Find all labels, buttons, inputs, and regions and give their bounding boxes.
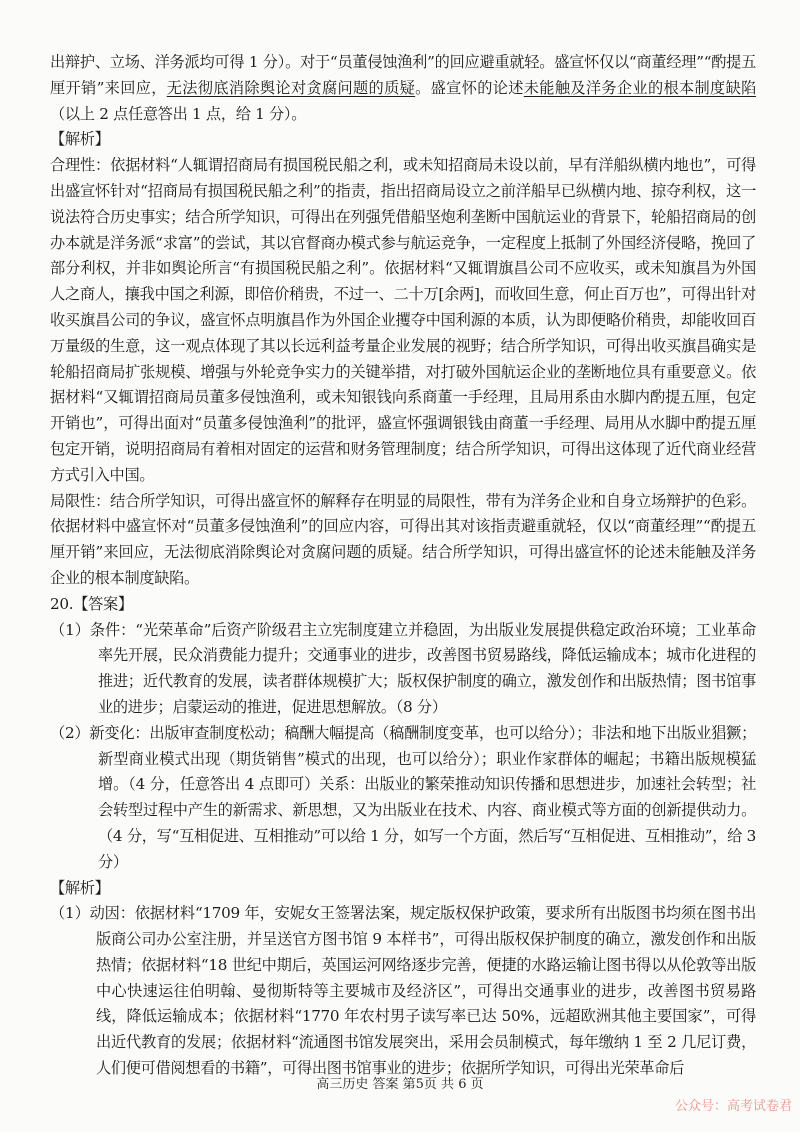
answer-item-1: （1）条件：“光荣革命”后资产阶级君主立宪制度建立并稳固，为出版业发展提供稳定政治环境；工业革命率先开展，民众消费能力提升；交通事业的进步，改善图书贸易路线，降低运输成本；城市化进程的推进；近代教育的发展，读者群体规模扩大；版权保护制度的确立，激发创作和出版热情；图书馆事业的进步；启蒙运动的推进，促进思想解放。（8 分） [50,620,756,716]
answer-item-2: （2）新变化：出版审查制度松动；稿酬大幅提高（稿酬制度变革，也可以给分）；非法和地下出版业猖獗；新型商业模式出现（期货销售”模式的出现，也可以给分）；职业作家群体的崛起；书籍出版规模猛增。（4 分，任意答出 4 点即可）关系：出版业的繁荣推动知识传播和思想进步，加速社会转型；社会转型过程中产生的新需求、新思想，又为出版业在技术、内容、商业模式等方面的创新提供动力。（4 分，写“互相促进、互相推动”可以给 1 分，如写一个方面，然后写“互相促进、互相推动”，给 3 分） [50,723,756,871]
section-heading-analysis-2: 【解析】 [50,878,110,897]
underlined-text: 无法彻底消除舆论对贪腐问题的质疑 [166,78,416,97]
analysis-limitation-paragraph: 局限性：结合所学知识，可得出盛宣怀的解释存在明显的局限性，带有为洋务企业和自身立场辩护的色彩。依据材料中盛宣怀对“员董多侵蚀渔利”的回应内容，可得出其对该指责避重就轻，仅以“商董经理”“酌提五厘开销”来回应，无法彻底消除舆论对贪腐问题的质疑。结合所学知识，可得出盛宣怀的论述未能触及洋务企业的根本制度缺陷。 [50,491,756,587]
answer-paragraph-continued [50,50,756,127]
page-footer: 高三历史 答案 第5页 共 6 页 [316,1077,484,1092]
question-20-answer-heading: 20.【答案】 [50,594,133,613]
underlined-text: 未能触及洋务企业的根本制度缺陷 [523,78,756,97]
watermark: 公众号：高考试卷君 [674,1099,792,1114]
analysis-rationality-paragraph: 合理性：依据材料“人辄谓招商局有损国税民船之利，或未知招商局未设以前，早有洋船纵横内地也”，可得出盛宣怀针对“招商局有损国税民船之利”的指责，指出招商局设立之前洋船早已纵横内地、掠夺利权，这一说法符合历史事实；结合所学知识，可得出在列强凭借船坚炮利垄断中国航运业的背景下，轮船招商局的创办本就是洋务派“求富”的尝试，其以官督商办模式参与航运竞争，一定程度上抵制了外国经济侵略，挽回了部分利权，并非如舆论所言“有损国税民船之利”。依据材料“又辄谓旗昌公司不应收买，或未知旗昌为外国人之商人，攘我中国之利源，即倍价稍贵，不过一、二十万[余两]，而收回生意，何止百万也”，可得出针对收买旗昌公司的争议，盛宣怀点明旗昌作为外国企业攫夺中国利源的本质，认为即便略价稍贵，却能收回百万量级的生意，这一观点体现了其以长远利益考量企业发展的视野；结合所学知识，可得出收买旗昌确实是轮船招商局扩张规模、增强与外轮竞争实力的关键举措，对打破外国航运企业的垄断地位具有重要意义。依据材料“又辄谓招商局员董多侵蚀渔利，或未知银钱向系商董一手经理，且局用系由水脚内酌提五厘，包定开销也”，可得出面对“员董多侵蚀渔利”的批评，盛宣怀强调银钱由商董一手经理、局用从水脚中酌提五厘包定开销，说明招商局有着相对固定的运营和财务管理制度；结合所学知识，可得出这体现了近代商业经营方式引入中国。 [50,156,756,484]
analysis-item-1: （1）动因：依据材料“1709 年，安妮女王签署法案，规定版权保护政策，要求所有出版图书均须在图书出版商公司办公室注册，并呈送官方图书馆 9 本样书”，可得出版权保护制度的确立，激发创作和出版热情；依据材料“18 世纪中期后，英国运河网络逐步完善，便捷的水路运输让图书得以从伦敦等出版中心快速运往伯明翰、曼彻斯特等主要城市及经济区”，可得出交通事业的进步，改善图书贸易路线，降低运输成本；依据材料“1770 年农村男子读写率已达 50%，远超欧洲其他主要国家”，可得出近代教育的发展；依据材料“流通图书馆发展突出，采用会员制模式，每年缴纳 1 至 2 几尼订费，人们便可借阅想看的书籍”，可得出图书馆事业的进步；依据所学知识，可得出光荣革命后 [50,904,756,1078]
text-segment: 。盛宣怀的论述 [415,78,524,97]
text-segment: 出辩护、立场、洋务派均可得 1 分）。对于“员董侵蚀渔利”的回应避重就轻。盛宣怀仅以“商董经理”“酌提五厘开销”来回应， [50,53,756,97]
document-body [50,50,756,1082]
text-segment: （以上 2 点任意答出 1 点，给 1 分）。 [50,104,307,123]
section-heading-analysis: 【解析】 [50,130,110,149]
